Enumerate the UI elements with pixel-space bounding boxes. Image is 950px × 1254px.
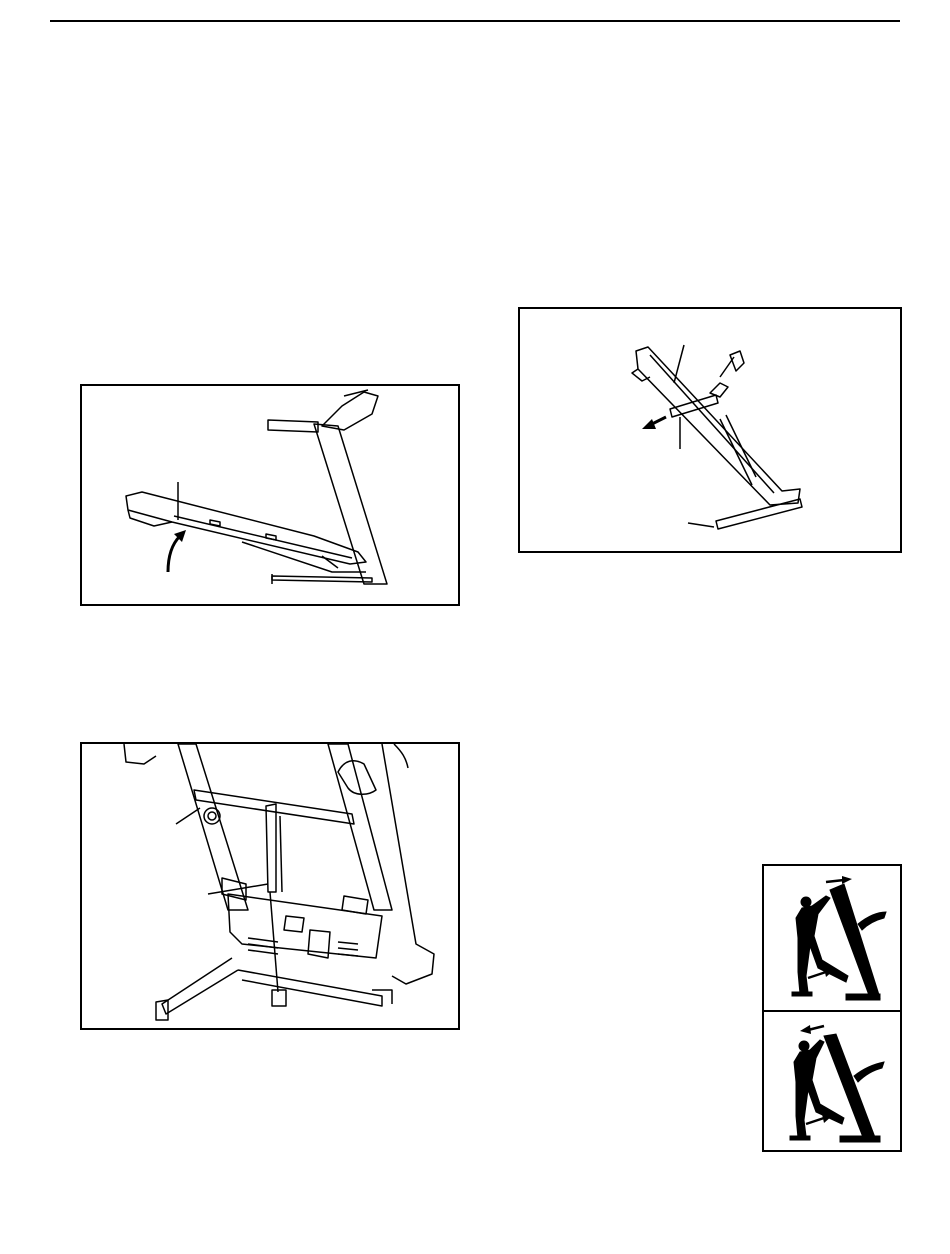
figure-storage-position	[518, 307, 902, 553]
treadmill-lift-deck-icon	[82, 386, 460, 606]
header-rule	[50, 20, 900, 22]
person-folding-treadmill-icon	[764, 1012, 902, 1152]
treadmill-folded-storage-icon	[520, 309, 902, 553]
person-unfolding-treadmill-icon	[764, 866, 902, 1010]
treadmill-underside-latch-icon	[82, 744, 460, 1030]
figure-underside-latch	[80, 742, 460, 1030]
figure-lift-deck	[80, 384, 460, 606]
figure-unfold-sequence	[762, 864, 902, 1152]
